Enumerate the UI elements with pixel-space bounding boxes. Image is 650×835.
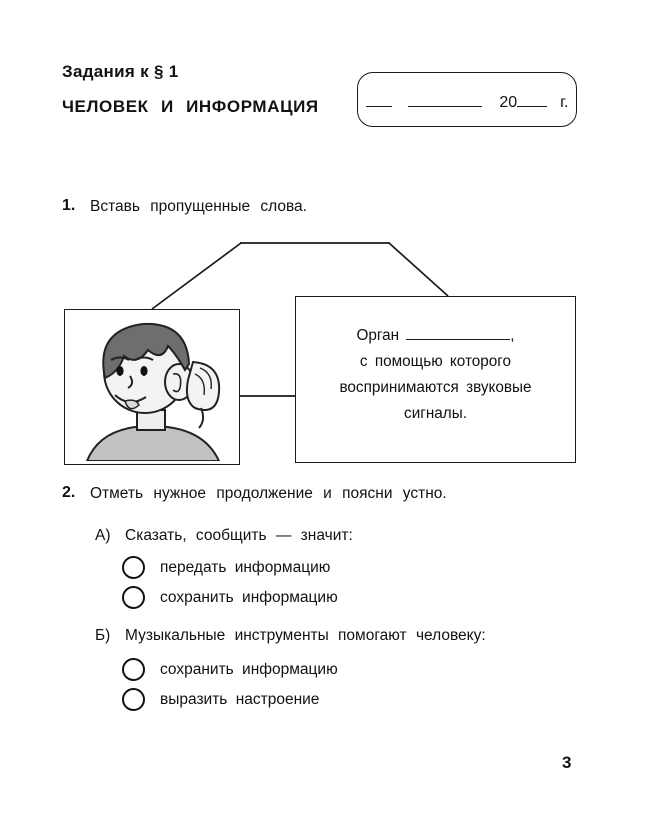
text-box-line4: сигналы. [404, 405, 467, 422]
task1-number: 1. [62, 197, 76, 214]
item-a-letter: А) [95, 527, 111, 544]
text-box-line1-suffix: , [510, 327, 515, 344]
task2-text: Отметь нужное продолжение и поясни устно. [90, 485, 447, 502]
option-label-a2: сохранить информацию [160, 589, 338, 606]
item-b-prompt: Музыкальные инструменты помогают человеку: [125, 627, 486, 644]
page-number: 3 [562, 753, 572, 772]
answer-blank-line[interactable] [406, 327, 510, 340]
text-box-line2: с помощью которого [359, 353, 512, 370]
text-box-line1-prefix: Орган [356, 327, 400, 344]
option-circle-a1[interactable] [122, 556, 145, 579]
option-circle-a2[interactable] [122, 586, 145, 609]
task1-text: Вставь пропущенные слова. [90, 198, 307, 215]
text-box-line1 [296, 323, 575, 349]
date-year-prefix: 20 [499, 94, 518, 111]
boy-listening-illustration [73, 316, 233, 461]
item-a-prompt: Сказать, сообщить — значит: [125, 527, 353, 544]
option-label-b2: выразить настроение [160, 691, 320, 708]
option-label-b1: сохранить информацию [160, 661, 338, 678]
item-b-letter: Б) [95, 627, 111, 644]
option-circle-b2[interactable] [122, 688, 145, 711]
task2-number: 2. [62, 484, 76, 501]
text-box-line3: воспринимаются звуковые [339, 379, 532, 396]
option-label-a1: передать информацию [160, 559, 331, 576]
illustration-box [64, 309, 240, 465]
text-box [295, 296, 576, 463]
date-year-suffix: г. [560, 94, 569, 111]
page-title: ЧЕЛОВЕК И ИНФОРМАЦИЯ [62, 97, 319, 116]
option-circle-b1[interactable] [122, 658, 145, 681]
section-heading: Задания к § 1 [62, 62, 179, 81]
